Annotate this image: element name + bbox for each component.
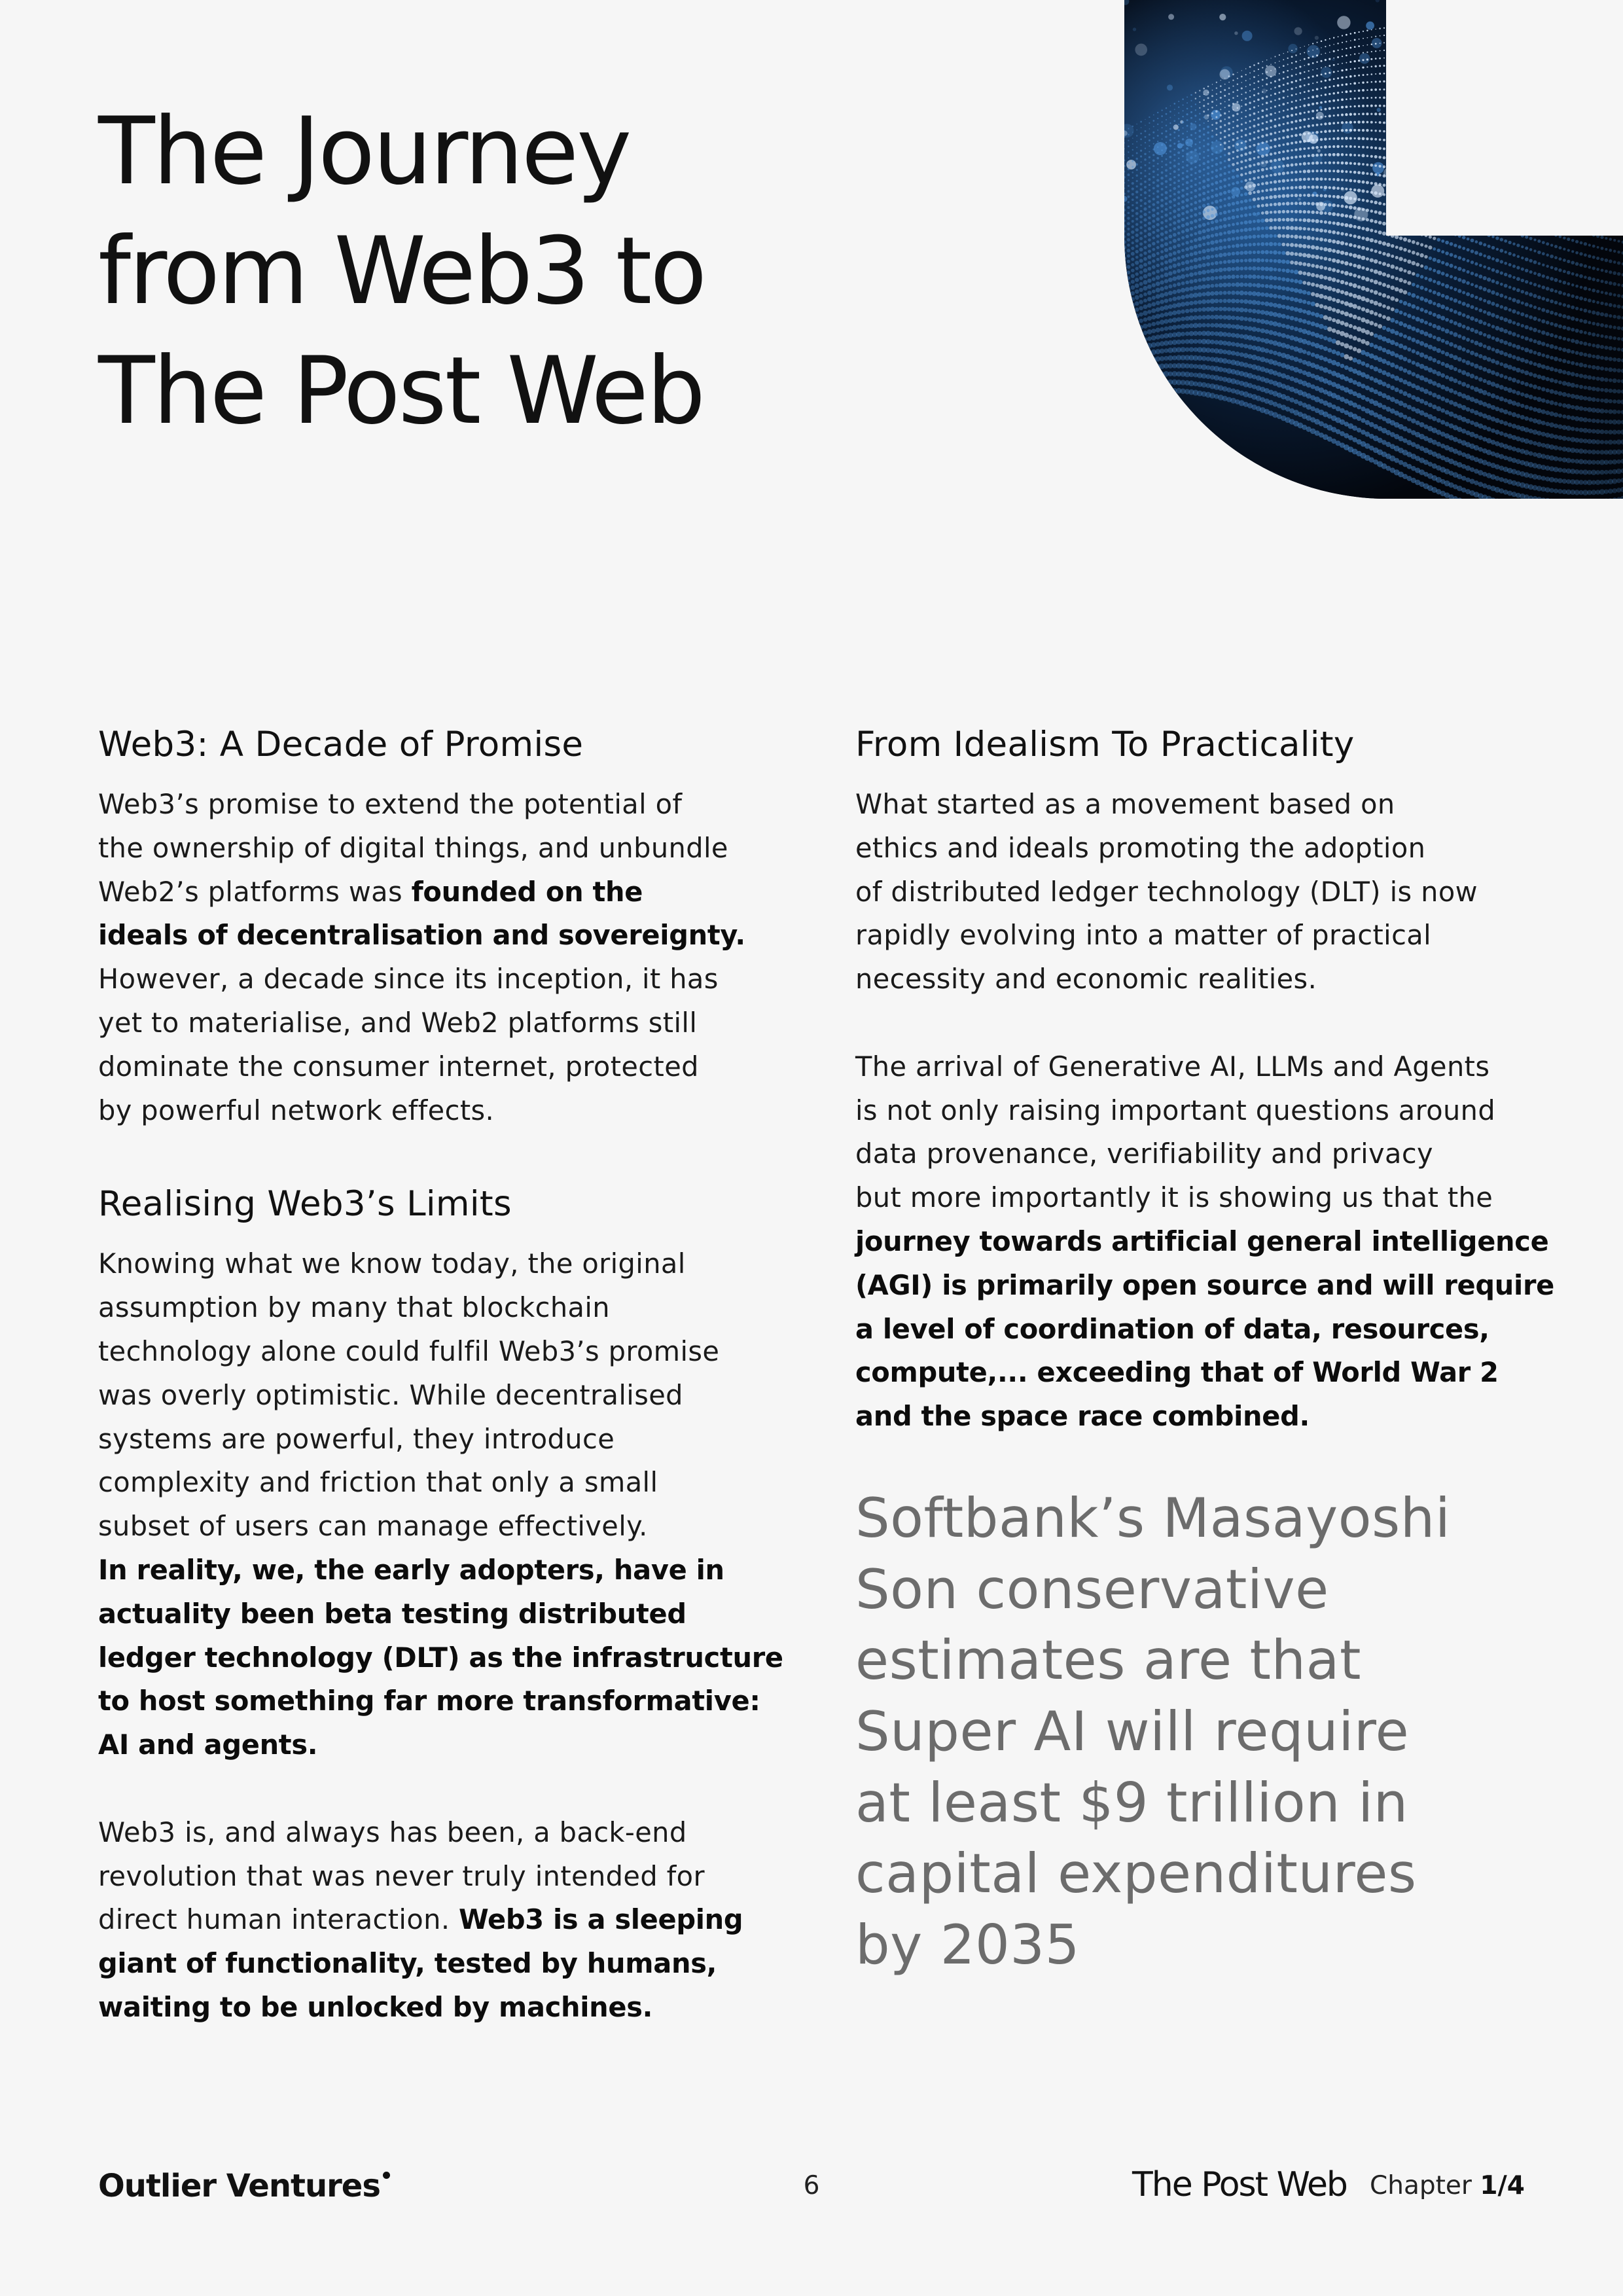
regular-text: The arrival of Generative AI, LLMs and Agents [855,1050,1490,1083]
bold-text: compute,... exceeding that of World War 2 [855,1356,1499,1389]
text-line [98,1505,785,1549]
footer-brand-logo [98,2166,390,2206]
regular-text: Web2’s platforms was [98,875,412,908]
text-line [855,1089,1543,1133]
regular-text: technology alone could fulfil Web3’s promise [98,1335,720,1367]
pull-quote-line: by 2035 [855,1913,1080,1977]
bold-text: ideals of decentralisation and sovereignty. [98,919,745,952]
generative-ai-paragraph [855,1045,1554,1439]
brand-dot-icon [383,2172,390,2179]
text-line [98,870,785,914]
regular-text: Knowing what we know today, the original [98,1247,686,1280]
pull-quote-line: at least $9 trillion in [855,1770,1408,1835]
bold-text: to host something far more transformative: [98,1685,760,1717]
pull-quote-line: Super AI will require [855,1700,1410,1764]
page-title [98,92,949,451]
text-line [98,914,785,958]
section-heading-web3-limits: Realising Web3’s Limits [98,1184,512,1225]
regular-text: Web3 is, and always has been, a back-end [98,1816,687,1848]
text-line [98,1045,785,1089]
bold-text: waiting to be unlocked by machines. [98,1990,653,2023]
section-heading-web3-promise: Web3: A Decade of Promise [98,725,584,764]
pull-quote-line: capital expenditures [855,1842,1417,1906]
text-line [98,1986,785,2030]
chapter-label: Chapter [1370,2171,1480,2200]
regular-text: rapidly evolving into a matter of practical [855,919,1432,952]
idealism-paragraph [855,783,1543,1001]
text-line [855,1132,1543,1176]
regular-text: ethics and ideals promoting the adoption [855,831,1426,864]
text-line [855,1308,1543,1352]
text-line [98,1636,785,1680]
regular-text: was overly optimistic. While decentralised [98,1378,683,1411]
text-line [98,1679,785,1723]
text-line [98,1811,785,1855]
text-line [855,1264,1554,1308]
text-line [98,958,785,1001]
bold-text: (AGI) is primarily open source and will require [855,1268,1554,1301]
regular-text: of distributed ledger technology (DLT) is now [855,875,1478,908]
title-line: The Journey [98,98,630,206]
text-line [855,1176,1543,1220]
publication-title: The Post Web [1132,2165,1347,2204]
bold-text: ledger technology (DLT) as the infrastructure [98,1641,783,1674]
text-line [98,1461,785,1505]
bold-text: founded on the [411,875,643,908]
text-line [98,783,785,827]
regular-text: systems are powerful, they introduce [98,1422,615,1455]
text-line [98,1089,785,1133]
text-line [98,1592,785,1636]
web3-promise-paragraph [98,783,785,1132]
text-line [98,1330,785,1374]
chapter-number: 1/4 [1480,2171,1525,2200]
text-line [98,1855,785,1899]
bold-text: In reality, we, the early adopters, have in [98,1553,724,1586]
text-line [98,1001,785,1045]
bold-text: and the space race combined. [855,1400,1310,1433]
regular-text: What started as a movement based on [855,788,1395,820]
text-line [98,827,785,870]
right-column [855,717,1554,1981]
regular-text: assumption by many that blockchain [98,1291,610,1324]
text-line [98,1549,785,1592]
text-line [98,1374,785,1418]
title-line: from Web3 to [98,217,705,325]
regular-text: is not only raising important questions around [855,1094,1496,1126]
chapter-indicator [1370,2170,1525,2202]
pull-quote-line: estimates are that [855,1628,1362,1693]
regular-text: direct human interaction. [98,1903,459,1936]
bold-text: AI and agents. [98,1729,318,1761]
section-heading-idealism-practicality: From Idealism To Practicality [855,725,1355,764]
regular-text: necessity and economic realities. [855,963,1317,996]
regular-text: dominate the consumer internet, protected [98,1050,699,1083]
text-line [855,1220,1549,1264]
text-line [98,1286,785,1330]
text-line [855,1045,1543,1089]
brand-name: Outlier Ventures [98,2168,380,2204]
text-line [98,1242,785,1286]
title-line: The Post Web [98,337,704,445]
text-line [855,783,1543,827]
bold-text: actuality been beta testing distributed [98,1597,687,1630]
text-line [98,1898,785,1942]
regular-text: data provenance, verifiability and privacy [855,1138,1433,1170]
pull-quote-line: Softbank’s Masayoshi [855,1486,1451,1550]
particle-wave-image [1124,0,1623,499]
pull-quote [855,1483,1543,1981]
regular-text: the ownership of digital things, and unbundle [98,831,728,864]
text-line [855,914,1543,958]
regular-text: Web3’s promise to extend the potential of [98,788,683,820]
regular-text: revolution that was never truly intended for [98,1859,705,1892]
regular-text: However, a decade since its inception, it has [98,963,719,996]
regular-text: complexity and friction that only a small [98,1466,658,1499]
text-line [855,1395,1543,1439]
web3-limits-paragraph [98,1242,785,1767]
bold-text: Web3 is a sleeping [459,1903,743,1936]
bold-text: a level of coordination of data, resources, [855,1312,1489,1345]
text-line [98,1723,785,1767]
text-line [855,870,1543,914]
bold-text: giant of functionality, tested by humans, [98,1947,717,1980]
page-number: 6 [803,2171,820,2200]
text-line [98,1418,785,1462]
back-end-revolution-paragraph [98,1811,785,2030]
text-line [855,827,1543,870]
text-line [855,1351,1543,1395]
left-column [98,717,785,2030]
text-line [98,1942,785,1986]
text-line [855,958,1543,1001]
regular-text: but more importantly it is showing us that the [855,1181,1493,1214]
regular-text: subset of users can manage effectively. [98,1510,648,1543]
regular-text: by powerful network effects. [98,1094,495,1126]
regular-text: yet to materialise, and Web2 platforms still [98,1006,698,1039]
bold-text: journey towards artificial general intelligence [855,1225,1549,1257]
pull-quote-line: Son conservative [855,1557,1329,1621]
